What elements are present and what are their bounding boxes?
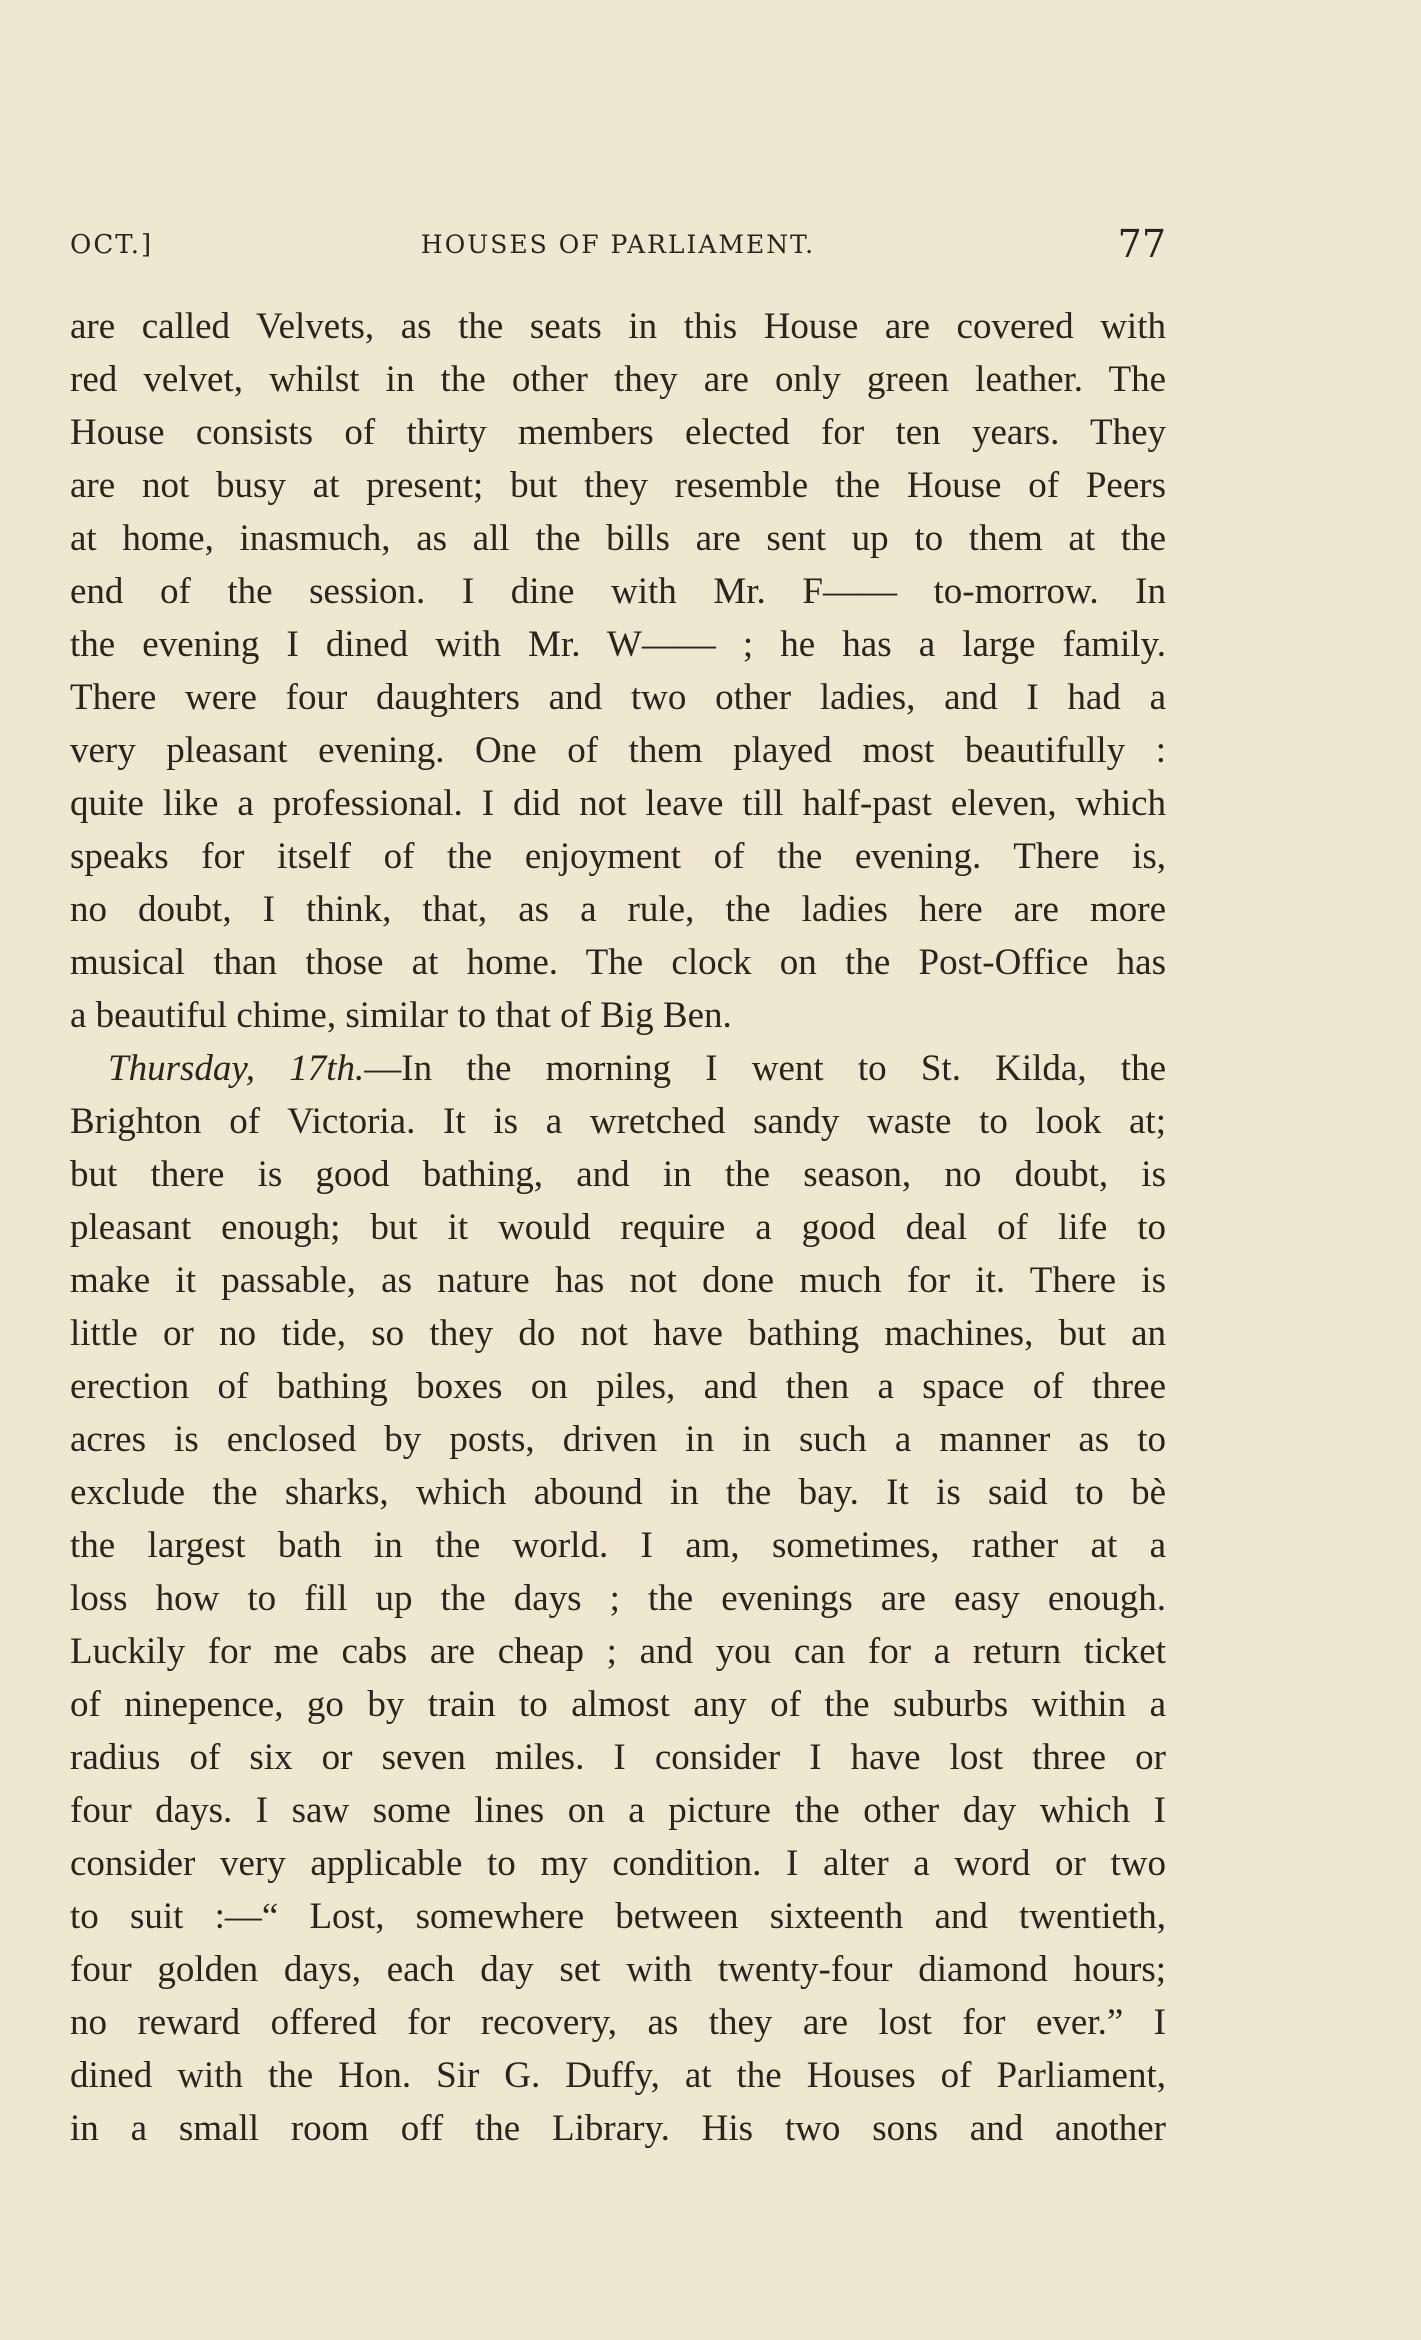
day-name: Thursday, [108,1048,256,1089]
text-line: very pleasant evening. One of them played most beautifully : [70,730,1166,771]
text-line: a beautiful chime, similar to that of Big Ben. [70,995,732,1036]
header-title: HOUSES OF PARLIAMENT. [420,230,816,259]
text-line: quite like a professional. I did not leave till half-past eleven, which [70,783,1166,824]
body-text [70,300,1166,2155]
text-line: acres is enclosed by posts, driven in in such a manner as to [70,1419,1166,1460]
text-line: to suit :—“ Lost, somewhere between sixteenth and twentieth, [70,1896,1166,1937]
text-line: Brighton of Victoria. It is a wretched sandy waste to look at; [70,1101,1166,1142]
text-line: four golden days, each day set with twenty-four diamond hours; [70,1949,1166,1990]
text-line: end of the session. I dine with Mr. F—— to-morrow. In [70,571,1166,612]
text-line: four days. I saw some lines on a picture the other day which I [70,1790,1166,1831]
text-line: speaks for itself of the enjoyment of the evening. There is, [70,836,1166,877]
text-line: at home, inasmuch, as all the bills are sent up to them at the [70,518,1166,559]
text-line: are called Velvets, as the seats in this House are covered with [70,306,1166,347]
running-header [70,218,1166,268]
paragraph-start-line [70,1042,1166,1095]
text-line: loss how to fill up the days ; the evenings are easy enough. [70,1578,1166,1619]
text-line: House consists of thirty members elected for ten years. They [70,412,1166,453]
text-line: erection of bathing boxes on piles, and then a space of three [70,1366,1166,1407]
text-line: red velvet, whilst in the other they are only green leather. The [70,359,1166,400]
text-line: There were four daughters and two other ladies, and I had a [70,677,1166,718]
text-line: radius of six or seven miles. I consider I have lost three or [70,1737,1166,1778]
text-line: musical than those at home. The clock on the Post-Office has [70,942,1166,983]
text-line: in a small room off the Library. His two sons and another [70,2108,1166,2149]
text-line: the largest bath in the world. I am, sometimes, rather at a [70,1525,1166,1566]
text-line: Luckily for me cabs are cheap ; and you can for a return ticket [70,1631,1166,1672]
text-line: little or no tide, so they do not have bathing machines, but an [70,1313,1166,1354]
text-line: consider very applicable to my condition. I alter a word or two [70,1843,1166,1884]
text-line: the evening I dined with Mr. W—— ; he has a large family. [70,624,1166,665]
text-line: no doubt, I think, that, as a rule, the ladies here are more [70,889,1166,930]
text-line: of ninepence, go by train to almost any of the suburbs within a [70,1684,1166,1725]
day-date: 17th. [289,1048,365,1089]
text-line: are not busy at present; but they resemble the House of Peers [70,465,1166,506]
text-line: pleasant enough; but it would require a good deal of life to [70,1207,1166,1248]
text-line: exclude the sharks, which abound in the bay. It is said to bè [70,1472,1166,1513]
text-line: dined with the Hon. Sir G. Duffy, at the Houses of Parliament, [70,2055,1166,2096]
text-line: make it passable, as nature has not done much for it. There is [70,1260,1166,1301]
text-line: no reward offered for recovery, as they are lost for ever.” I [70,2002,1166,2043]
header-month: OCT.] [70,230,154,260]
text-line: but there is good bathing, and in the season, no doubt, is [70,1154,1166,1195]
text-line-rest: —In the morning I went to St. Kilda, the [364,1048,1166,1089]
page-number: 77 [1117,222,1166,266]
